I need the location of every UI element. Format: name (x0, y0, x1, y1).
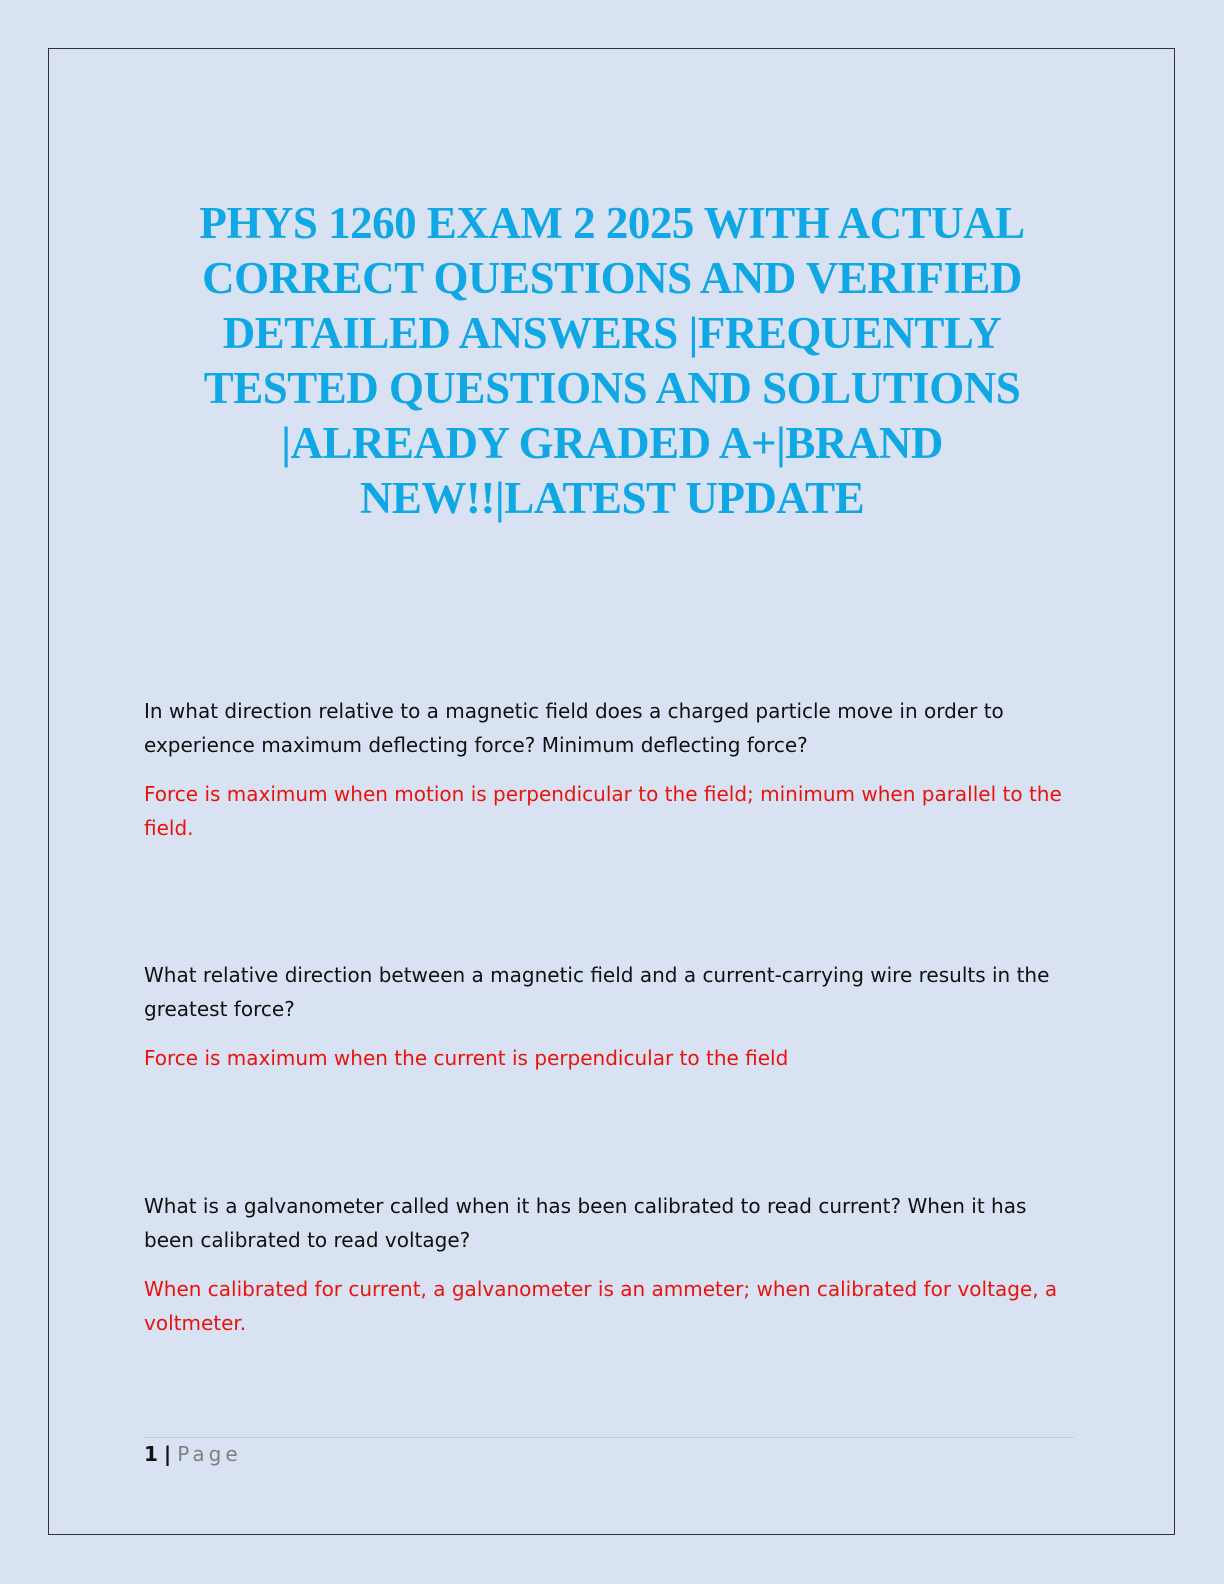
question-text: What is a galvanometer called when it has been calibrated to read current? When it has been calibrated to read voltage? (144, 1194, 1027, 1252)
page-footer (144, 1440, 242, 1468)
answer-text: When calibrated for current, a galvanometer is an ammeter; when calibrated for voltage, a voltmeter. (144, 1277, 1058, 1335)
qa-item-3 (144, 1189, 1064, 1340)
page-number: 1 (144, 1442, 158, 1466)
answer-text: Force is maximum when the current is perpendicular to the field (144, 1046, 789, 1070)
page-label: Page (177, 1442, 242, 1466)
qa-item-1 (144, 694, 1064, 845)
footer-separator: | (163, 1442, 172, 1466)
answer-text: Force is maximum when motion is perpendicular to the field; minimum when parallel to the field. (144, 782, 1062, 840)
qa-item-2 (144, 958, 1064, 1075)
document-title: PHYS 1260 EXAM 2 2025 WITH ACTUAL CORRECT QUESTIONS AND VERIFIED DETAILED ANSWERS |FREQUENTLY TESTED QUESTIONS AND SOLUTIONS |ALREADY GRADED A+|BRAND NEW!!|LATEST UPDATE (199, 198, 1025, 523)
footer-divider (144, 1437, 1074, 1438)
question-text: In what direction relative to a magnetic field does a charged particle move in order to experience maximum deflecting force? Minimum deflecting force? (144, 699, 1004, 757)
question-text: What relative direction between a magnetic field and a current-carrying wire results in the greatest force? (144, 963, 1050, 1021)
